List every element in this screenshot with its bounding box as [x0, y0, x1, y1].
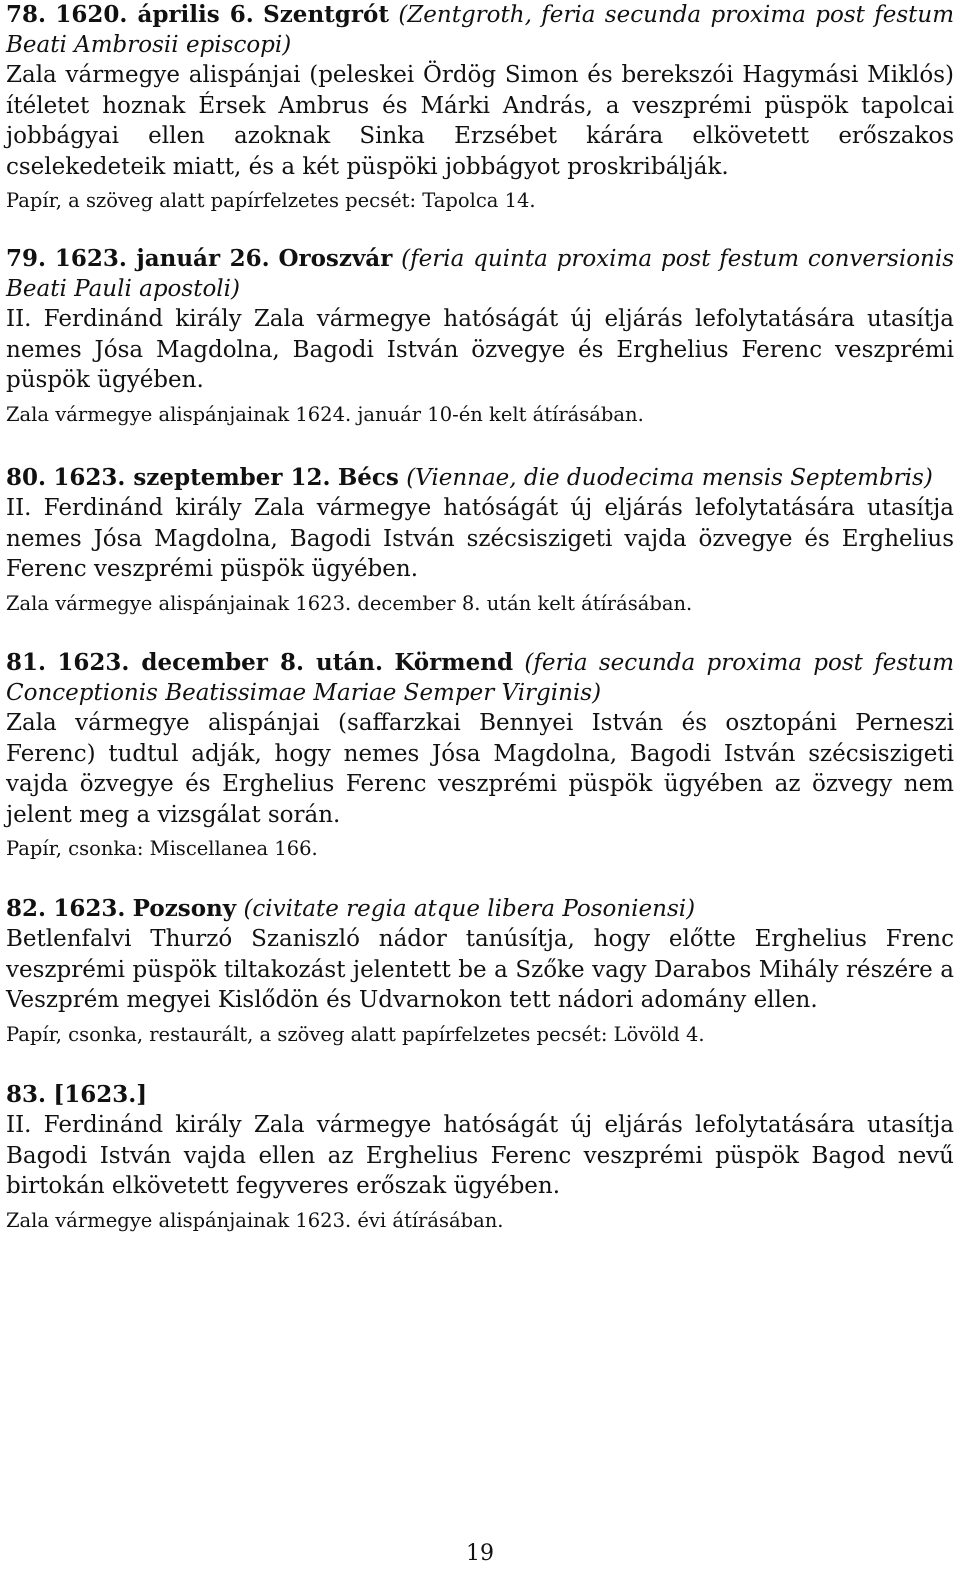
entry-date: 1620. április 6. — [55, 1, 254, 28]
regesta-entry — [6, 648, 954, 862]
entry-summary: II. Ferdinánd király Zala vármegye hatóságát új eljárás lefolytatására utasítja nemes Jósa Magdolna, Bagodi István szécsiszigeti vajda özvegye és Erghelius Ferenc veszprémi püspök ügyében. — [6, 495, 954, 582]
entry-summary: II. Ferdinánd király Zala vármegye hatóságát új eljárás lefolytatására utasítja Bagodi István vajda ellen az Erghelius Ferenc veszprémi püspök Bagod nevű birtokán elkövetett fegyveres erőszak ügyében. — [6, 1112, 954, 1199]
entry-date: 1623. december 8. után. — [57, 649, 383, 676]
entry-source: Zala vármegye alispánjainak 1623. évi átírásában. — [6, 1208, 504, 1232]
entry-date: [1623.] — [53, 1081, 148, 1108]
regesta-entry — [6, 463, 954, 617]
regesta-entry — [6, 0, 954, 214]
entry-latin-dating: (feria secunda proxima post festum Conceptionis Beatissimae Mariae Semper Virginis) — [6, 650, 955, 706]
regesta-entry — [6, 244, 954, 428]
entry-heading — [6, 0, 954, 60]
entry-heading — [6, 648, 954, 708]
entry-source: Papír, csonka: Miscellanea 166. — [6, 837, 318, 860]
regesta-entry — [6, 1080, 954, 1234]
entry-place: Pozsony — [132, 895, 237, 922]
entry-number: 79. — [6, 245, 47, 272]
entry-number: 78. — [6, 1, 47, 28]
entry-summary: Betlenfalvi Thurzó Szaniszló nádor tanúsítja, hogy előtte Erghelius Frenc veszprémi püspök tiltakozást jelentett be a Szőke vagy Darabos Mihály részére a Veszprém megyei Kislődön és Udvarnokon tett nádori adomány ellen. — [6, 926, 954, 1013]
entry-number: 83. — [6, 1081, 47, 1108]
entry-source: Zala vármegye alispánjainak 1624. január 10-én kelt átírásában. — [6, 402, 644, 426]
entry-place: Körmend — [394, 649, 514, 676]
entry-latin-dating: (Zentgroth, feria secunda proxima post festum Beati Ambrosii episcopi) — [6, 2, 955, 58]
entry-source: Papír, a szöveg alatt papírfelzetes pecsét: Tapolca 14. — [6, 189, 536, 212]
entry-heading — [6, 463, 954, 493]
entry-place: Oroszvár — [278, 245, 393, 272]
entry-heading — [6, 1080, 954, 1110]
entry-summary: II. Ferdinánd király Zala vármegye hatóságát új eljárás lefolytatására utasítja nemes Jósa Magdolna, Bagodi István özvegye és Erghelius Ferenc veszprémi püspök ügyében. — [6, 306, 954, 393]
entry-heading — [6, 894, 954, 924]
entry-number: 81. — [6, 649, 47, 676]
entry-latin-dating: (Viennae, die duodecima mensis Septembris) — [406, 465, 933, 491]
entry-latin-dating: (feria quinta proxima post festum conversionis Beati Pauli apostoli) — [6, 246, 955, 302]
entry-source: Papír, csonka, restaurált, a szöveg alatt papírfelzetes pecsét: Lövöld 4. — [6, 1022, 705, 1046]
entry-summary: Zala vármegye alispánjai (saffarzkai Bennyei István és osztopáni Perneszi Ferenc) tudtul adják, hogy nemes Jósa Magdolna, Bagodi István szécsiszigeti vajda özvegye és Erghelius Ferenc veszprémi püspök ügyében az özvegy nem jelent meg a vizsgálat során. — [6, 710, 954, 828]
entry-heading — [6, 244, 954, 304]
entry-latin-dating: (civitate regia atque libera Posoniensi) — [243, 896, 696, 922]
entry-place: Bécs — [337, 464, 399, 491]
entry-summary: Zala vármegye alispánjai (peleskei Ördög Simon és berekszói Hagymási Miklós) ítéletet hoznak Érsek Ambrus és Márki András, a veszprémi püspök tapolcai jobbágyai ellen azoknak Sinka Erzsébet kárára elkövetett erőszakos cselekedeteik miatt, és a két püspöki jobbágyot proskribálják. — [6, 62, 954, 180]
entry-date: 1623. — [53, 895, 126, 922]
entry-number: 82. — [6, 895, 47, 922]
entry-place: Szentgrót — [263, 1, 389, 28]
entry-date: 1623. szeptember 12. — [53, 464, 331, 491]
page-number: 19 — [466, 1541, 494, 1566]
entry-date: 1623. január 26. — [54, 245, 270, 272]
entry-number: 80. — [6, 464, 47, 491]
entry-source: Zala vármegye alispánjainak 1623. december 8. után kelt átírásában. — [6, 591, 693, 615]
regesta-entry — [6, 894, 954, 1048]
